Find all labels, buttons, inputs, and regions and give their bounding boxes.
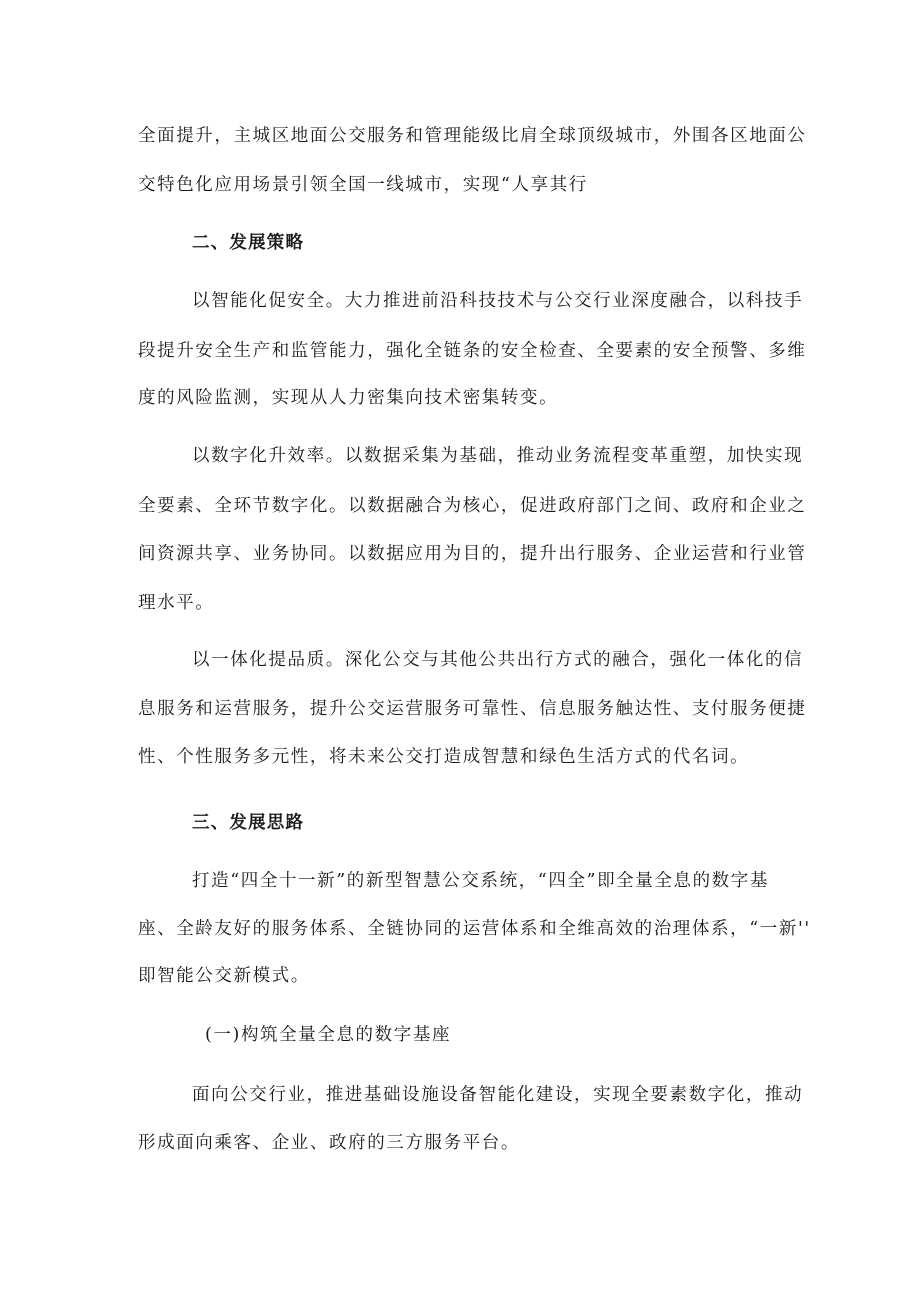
paragraph-line: 以智能化促安全。大力推进前沿科技技术与公交行业深度融合，以科技手 — [192, 291, 804, 311]
paragraph-line: 性、个性服务多元性，将未来公交打造成智慧和绿色生活方式的代名词。 — [138, 747, 750, 767]
paragraph-line: 形成面向乘客、企业、政府的三方服务平台。 — [138, 1133, 520, 1153]
subsection-heading: (一)构筑全量全息的数字基座 — [205, 1025, 452, 1045]
paragraph-line: 息服务和运营服务，提升公交运营服务可靠性、信息服务触达性、支付服务便捷 — [138, 699, 807, 719]
paragraph-line: 理水平。 — [138, 593, 215, 613]
paragraph-line: 面向公交行业，推进基础设施设备智能化建设，实现全要素数字化，推动 — [192, 1085, 804, 1105]
paragraph-line: 间资源共享、业务协同。以数据应用为目的，提升出行服务、企业运营和行业管 — [138, 544, 807, 564]
intro-line: 交特色化应用场景引领全国一线城市，实现“人享其行 — [138, 175, 588, 195]
paragraph-line: 以数字化升效率。以数据采集为基础，推动业务流程变革重塑，加快实现 — [192, 446, 804, 466]
paragraph-line: 全要素、全环节数字化。以数据融合为核心，促进政府部门之间、政府和企业之 — [138, 496, 807, 516]
section-heading-strategy: 二、发展策略 — [192, 233, 305, 253]
paragraph-line: 座、全龄友好的服务体系、全链协同的运营体系和全维高效的治理体系，“一新'' — [138, 919, 811, 939]
paragraph-line: 即智能公交新模式。 — [138, 966, 310, 986]
paragraph-line: 段提升安全生产和监管能力，强化全链条的安全检查、全要素的安全预警、多维 — [138, 341, 807, 361]
paragraph-line: 度的风险监测，实现从人力密集向技术密集转变。 — [138, 388, 559, 408]
intro-line: 全面提升，主城区地面公交服务和管理能级比肩全球顶级城市，外围各区地面公 — [138, 126, 807, 146]
paragraph-line: 以一体化提品质。深化公交与其他公共出行方式的融合，强化一体化的信 — [192, 650, 804, 670]
paragraph-line: 打造“四全十一新”的新型智慧公交系统，“四全”即全量全息的数字基 — [192, 871, 769, 891]
section-heading-approach: 三、发展思路 — [192, 813, 305, 833]
